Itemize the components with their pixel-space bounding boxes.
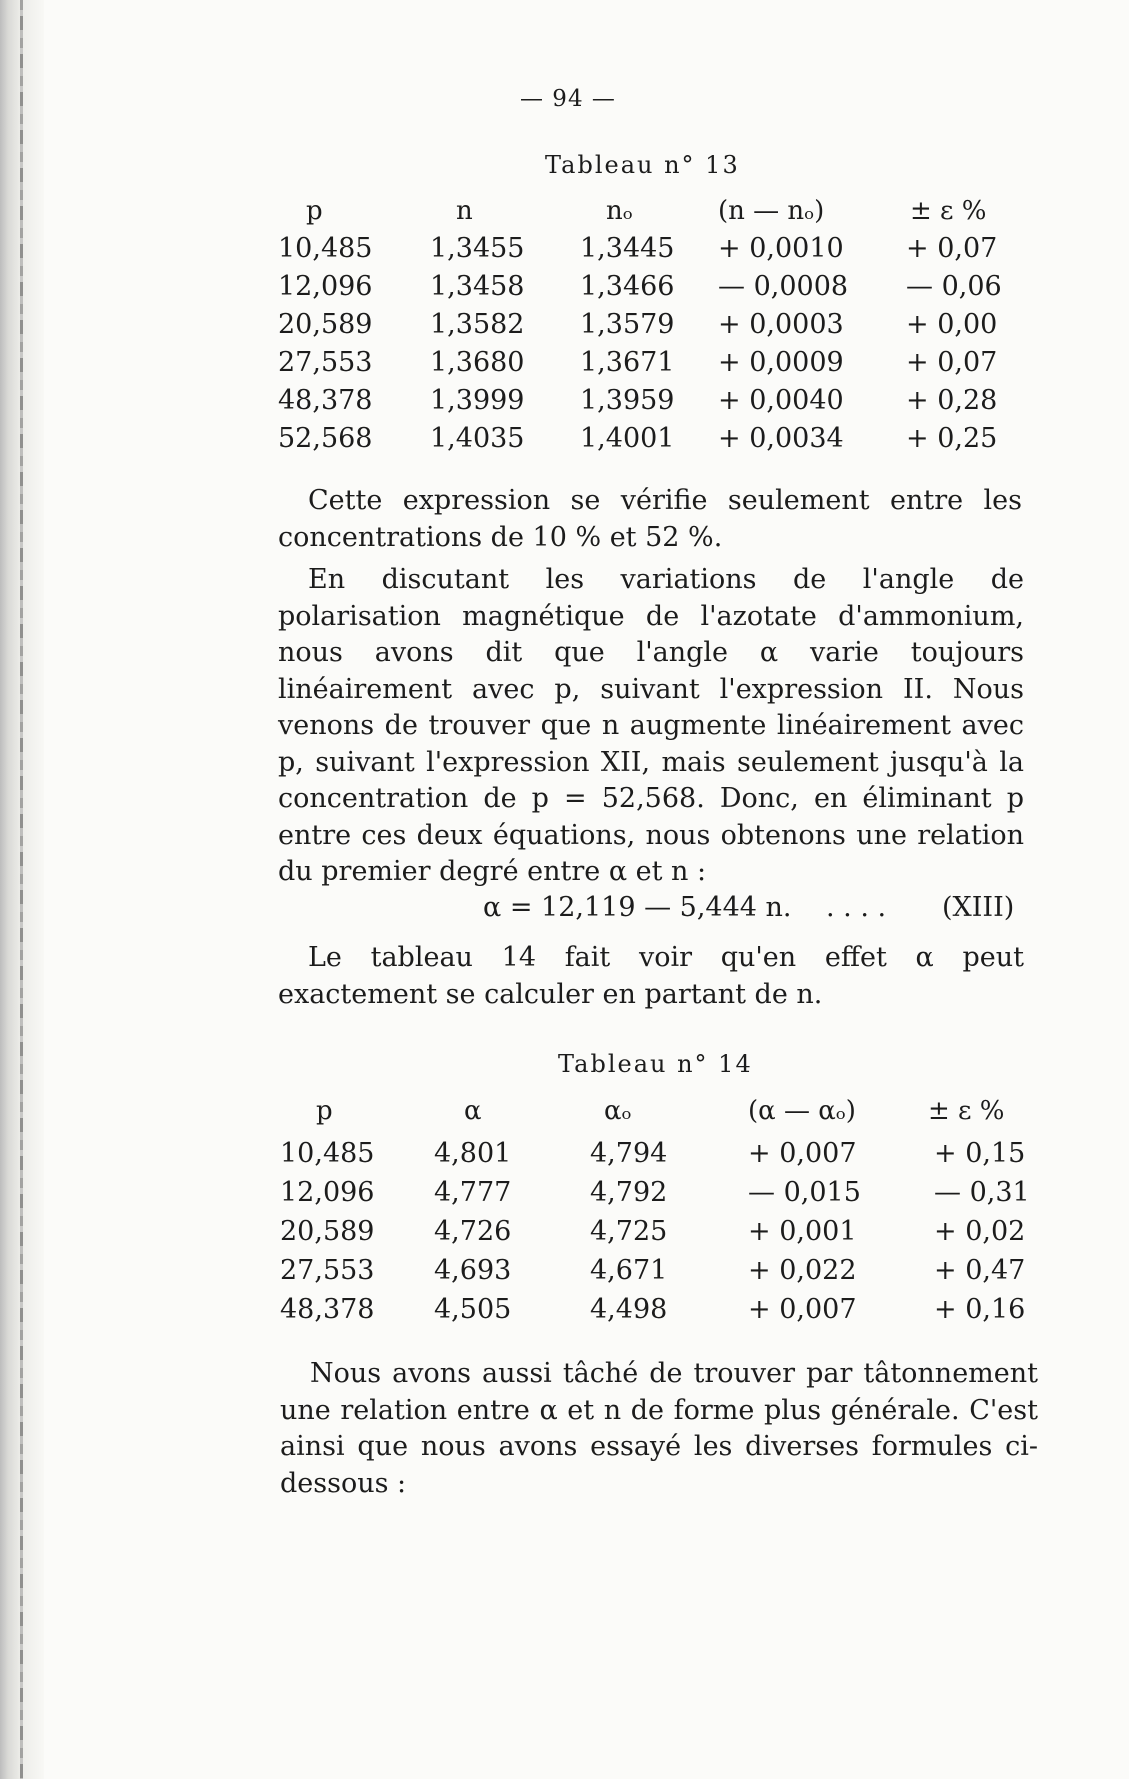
table13-cell: 1,3455 [430,233,525,264]
table14-col-eps [934,1134,1030,1329]
table13-header-diff: (n — nₒ) [718,196,825,226]
table14-header-eps: ± ε % [928,1096,1005,1126]
equation-xiii-label: (XIII) [942,892,1015,923]
table14-cell: 4,777 [434,1177,512,1208]
equation-xiii-dots: . . . . [826,892,887,923]
table14-cell: 20,589 [280,1216,375,1247]
table14-cell: + 0,15 [934,1138,1026,1169]
table13-cell: — 0,0008 [718,271,849,302]
table13-cell: — 0,06 [906,271,1002,302]
table14-cell: + 0,022 [748,1255,857,1286]
paragraph-2-text: En discutant les variations de l'angle de polarisation magnétique de l'azotate d'ammonium, nous avons dit que l'angle α varie toujours linéairement avec p, suivant l'expression II. Nous venons de trouver que n augmente linéairement avec p, suivant l'expression XII, mais seulement jusqu'à la concentration de p = 52,568. Donc, en éliminant p entre ces deux équations, nous obtenons une relation du premier degré entre α et n : [278,564,1024,887]
table14-header-alpha0: αₒ [604,1096,632,1126]
table13-cell: 1,3582 [430,309,525,340]
table13-cell: 12,096 [278,271,373,302]
table14-cell: + 0,001 [748,1216,857,1247]
table14-cell: + 0,47 [934,1255,1026,1286]
table13-cell: + 0,0034 [718,423,844,454]
table13-cell: 10,485 [278,233,373,264]
table14-cell: + 0,007 [748,1294,857,1325]
paragraph-1 [278,483,1022,556]
table14-title: Tableau n° 14 [558,1050,753,1078]
table13-col-n [430,230,524,458]
table14-cell: + 0,02 [934,1216,1026,1247]
paragraph-2 [278,562,1024,891]
table14-cell: 48,378 [280,1294,375,1325]
table13-cell: + 0,0040 [718,385,844,416]
table13-title: Tableau n° 13 [545,151,740,179]
table13-cell: + 0,0009 [718,347,844,378]
table14-col-p [280,1134,374,1329]
table14-cell: + 0,16 [934,1294,1026,1325]
table13-header-p: p [306,196,323,226]
table14-cell: 12,096 [280,1177,375,1208]
table14-cell: + 0,007 [748,1138,857,1169]
table13-cell: + 0,07 [906,347,998,378]
table13-col-eps [906,230,1002,458]
table13-cell: 27,553 [278,347,373,378]
table14-col-alpha0 [590,1134,667,1329]
table14-header-diff: (α — αₒ) [748,1096,856,1126]
paragraph-4-text: Nous avons aussi tâché de trouver par tâtonnement une relation entre α et n de forme plus générale. C'est ainsi que nous avons essayé les diverses formules ci-dessous : [280,1358,1038,1499]
table13-cell: 20,589 [278,309,373,340]
table13-cell: + 0,07 [906,233,998,264]
table13-cell: + 0,0003 [718,309,844,340]
table13-cell: 1,3959 [580,385,675,416]
table13-cell: 1,3680 [430,347,525,378]
table13-col-p [278,230,372,458]
table14-cell: 4,726 [434,1216,512,1247]
table13-cell: 1,3579 [580,309,675,340]
table14-cell: 4,498 [590,1294,668,1325]
table13-cell: 1,3466 [580,271,675,302]
table13-cell: + 0,25 [906,423,998,454]
table14-cell: 4,671 [590,1255,668,1286]
table13-col-diff [718,230,848,458]
table13-cell: 48,378 [278,385,373,416]
table14-col-diff [748,1134,861,1329]
table14-cell: 4,725 [590,1216,668,1247]
page-number: — 94 — [520,86,616,112]
table14-cell: 4,794 [590,1138,668,1169]
table14-cell: 27,553 [280,1255,375,1286]
table13-cell: 1,4035 [430,423,525,454]
paragraph-3-text: Le tableau 14 fait voir qu'en effet α peut exactement se calculer en partant de n. [278,942,1024,1010]
table13-cell: 52,568 [278,423,373,454]
table14-header-alpha: α [464,1096,482,1126]
table13-cell: 1,3671 [580,347,675,378]
table14-cell: 4,801 [434,1138,512,1169]
table13-cell: + 0,0010 [718,233,844,264]
binding-edge [0,0,44,1779]
table14-col-alpha [434,1134,511,1329]
paragraph-3 [278,940,1024,1013]
paragraph-4 [280,1356,1038,1502]
table13-cell: 1,4001 [580,423,675,454]
table13-col-n0 [580,230,674,458]
table13-cell: 1,3445 [580,233,675,264]
table14-cell: 4,792 [590,1177,668,1208]
table13-cell: 1,3458 [430,271,525,302]
table13-header-eps: ± ε % [910,196,987,226]
table14-cell: 4,505 [434,1294,512,1325]
table14-cell: — 0,015 [748,1177,861,1208]
table14-header-p: p [316,1096,333,1126]
paragraph-1-text: Cette expression se vérifie seulement entre les concentrations de 10 % et 52 %. [278,485,1022,553]
table13-cell: 1,3999 [430,385,525,416]
table14-cell: 10,485 [280,1138,375,1169]
table13-cell: + 0,00 [906,309,998,340]
equation-xiii-formula: α = 12,119 — 5,444 n. [483,892,792,923]
table13-header-n0: nₒ [606,196,633,226]
table14-cell: 4,693 [434,1255,512,1286]
table13-header-n: n [456,196,473,226]
table13-cell: + 0,28 [906,385,998,416]
table14-cell: — 0,31 [934,1177,1030,1208]
